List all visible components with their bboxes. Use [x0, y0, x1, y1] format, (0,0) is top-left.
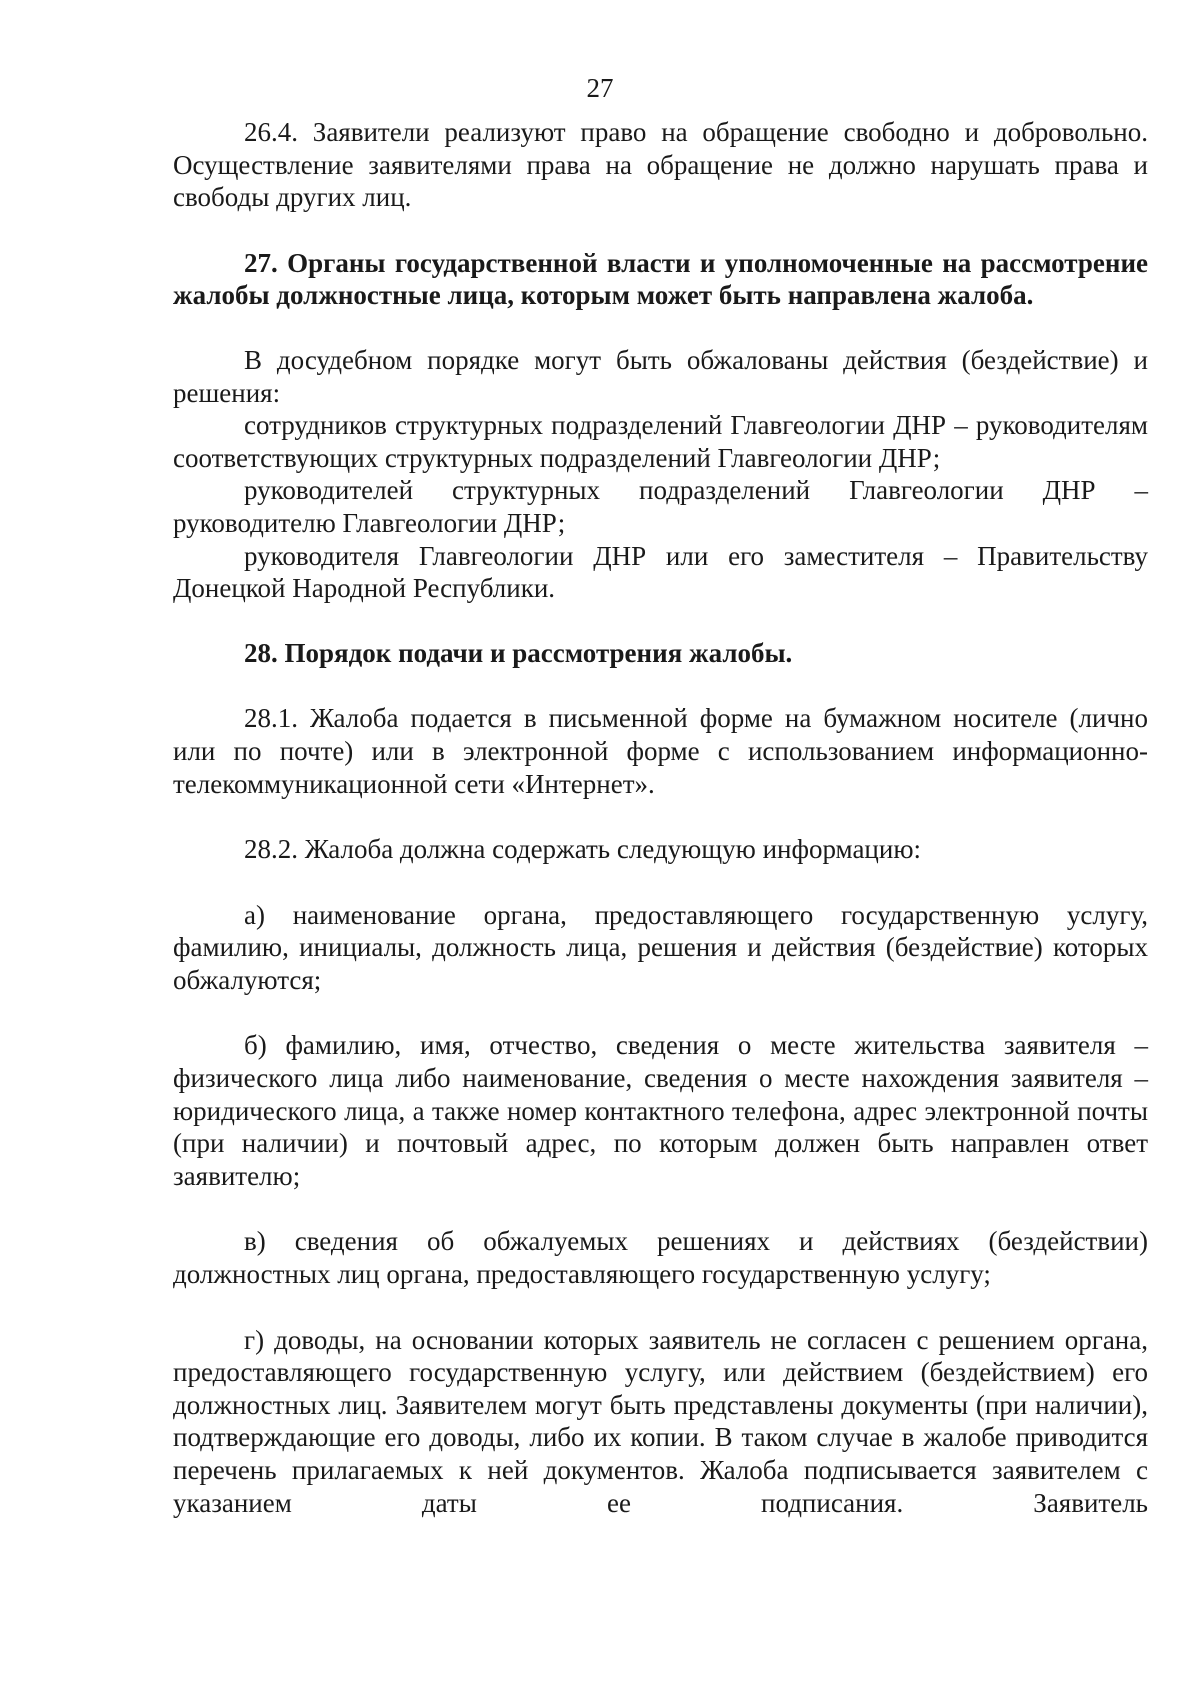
document-body	[173, 116, 1148, 1519]
paragraph-28-2-a: а) наименование органа, предоставляющего государственную услугу, фамилию, инициалы, должность лица, решения и действия (бездействие) которых обжалуются;	[173, 899, 1148, 995]
section-heading-28: 28. Порядок подачи и рассмотрения жалобы.	[244, 637, 793, 668]
paragraph-27-item-division-heads: руководителей структурных подразделений Главгеологии ДНР – руководителю Главгеологии ДНР;	[173, 475, 1148, 538]
section-heading-27: 27. Органы государственной власти и уполномоченные на рассмотрение жалобы должностные лица, которым может быть направлена жалоба.	[173, 247, 1148, 311]
paragraph-27-item-employees: сотрудников структурных подразделений Главгеологии ДНР – руководителям соответствующих структурных подразделений Главгеологии ДНР;	[173, 410, 1148, 473]
paragraph-28-2: 28.2. Жалоба должна содержать следующую информацию:	[244, 834, 922, 865]
paragraph-27-item-head: руководителя Главгеологии ДНР или его заместителя – Правительству Донецкой Народной Республики.	[173, 540, 1148, 604]
paragraph-27-intro: В досудебном порядке могут быть обжалованы действия (бездействие) и решения:	[173, 344, 1148, 408]
paragraph-28-2-g: г) доводы, на основании которых заявитель не согласен с решением органа, предоставляющего государственную услугу, или действием (бездействием) его должностных лиц. Заявителем могут быть представлены документы (при наличии), подтверждающие его доводы, либо их копии. В таком случае в жалобе приводится перечень прилагаемых к ней документов. Жалоба подписывается заявителем с указанием даты ее подписания. Заявитель	[173, 1324, 1148, 1518]
page-number: 27	[586, 73, 614, 103]
paragraph-28-2-b: б) фамилию, имя, отчество, сведения о месте жительства заявителя – физического лица либо наименование, сведения о месте нахождения заявителя – юридического лица, а также номер контактного телефона, адрес электронной почты (при наличии) и почтовый адрес, по которым должен быть направлен ответ заявителю;	[173, 1030, 1148, 1191]
paragraph-28-1: 28.1. Жалоба подается в письменной форме на бумажном носителе (лично или по почте) или в электронной форме с использованием информационно-телекоммуникационной сети «Интернет».	[173, 703, 1148, 799]
paragraph-28-2-v: в) сведения об обжалуемых решениях и действиях (бездействии) должностных лиц органа, предоставляющего государственную услугу;	[173, 1226, 1148, 1290]
paragraph-26-4: 26.4. Заявители реализуют право на обращение свободно и добровольно. Осуществление заявителями права на обращение не должно нарушать права и свободы других лиц.	[173, 117, 1148, 213]
